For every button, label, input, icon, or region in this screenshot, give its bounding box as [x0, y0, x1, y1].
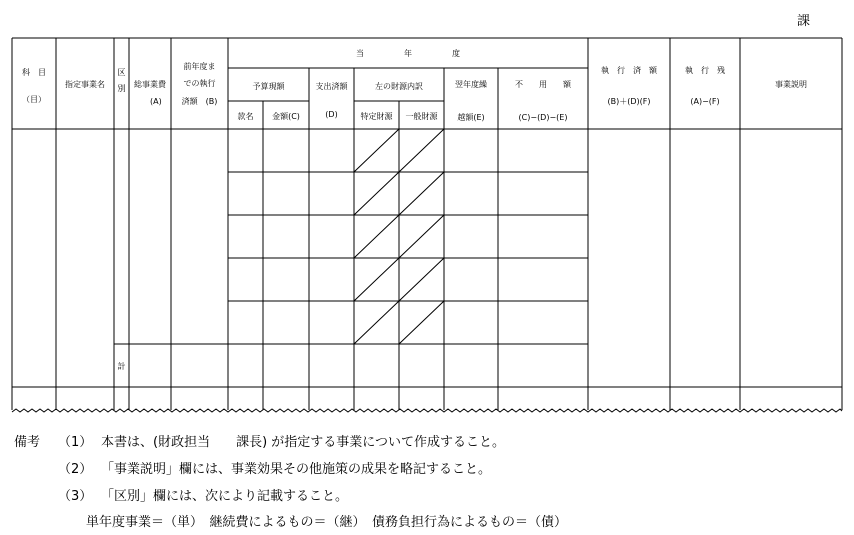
- header-prior-1: 前年度ま: [183, 62, 216, 71]
- header-prior-3: 済額 (B): [181, 97, 218, 106]
- header-remaining-formula: (A)−(F): [690, 97, 720, 106]
- header-unused: 不 用 額: [515, 80, 571, 89]
- header-remaining: 執 行 残: [685, 66, 725, 75]
- note-3-detail: 単年度事業＝（単） 継続費によるもの＝（継） 債務負担行為によるもの＝（債）: [86, 515, 568, 530]
- header-prior-2: での執行: [183, 79, 216, 88]
- note-2-text: 「事業説明」欄には、事業効果その他施策の成果を略記すること。: [101, 462, 492, 477]
- total-row-label: 計: [117, 362, 126, 371]
- header-expenditure-d: (D): [325, 110, 338, 119]
- header-total-cost: 総事業費: [134, 80, 166, 89]
- header-subject-sub: （目）: [22, 95, 46, 104]
- note-1-text: 本書は、(財政担当 課長) が指定する事業について作成すること。: [101, 435, 506, 450]
- header-description: 事業説明: [775, 80, 807, 89]
- torn-edge: [12, 409, 842, 412]
- header-funding-breakdown: 左の財源内訳: [375, 82, 423, 91]
- notes-title: 備考: [14, 435, 41, 450]
- header-category: 区別: [117, 68, 126, 93]
- note-3-text: 「区別」欄には、次により記載すること。: [101, 489, 349, 504]
- header-budget-name: 款名: [237, 112, 254, 121]
- note-3-number: （3）: [58, 489, 93, 504]
- header-carryover: 翌年度繰: [455, 80, 487, 89]
- header-project-name: 指定事業名: [65, 80, 105, 89]
- header-budget-current: 予算現額: [252, 82, 285, 91]
- header-general-funding: 一般財源: [405, 112, 438, 121]
- department-label: 課: [797, 14, 811, 29]
- header-budget-amount: 金額(C): [272, 112, 300, 121]
- note-2-number: （2）: [58, 462, 93, 477]
- header-executed: 執 行 済 額: [601, 66, 657, 75]
- header-executed-formula: (B)＋(D)(F): [607, 97, 651, 106]
- header-current-year: 当 年 度: [356, 49, 460, 58]
- header-expenditure: 支出済額: [315, 82, 348, 91]
- header-unused-formula: (C)−(D)−(E): [518, 113, 568, 122]
- note-1-number: （1）: [58, 435, 93, 450]
- header-subject: 科 目: [22, 68, 46, 77]
- header-carryover-e: 越額(E): [457, 113, 485, 122]
- header-total-a: (A): [150, 97, 162, 106]
- header-specific-funding: 特定財源: [360, 112, 393, 121]
